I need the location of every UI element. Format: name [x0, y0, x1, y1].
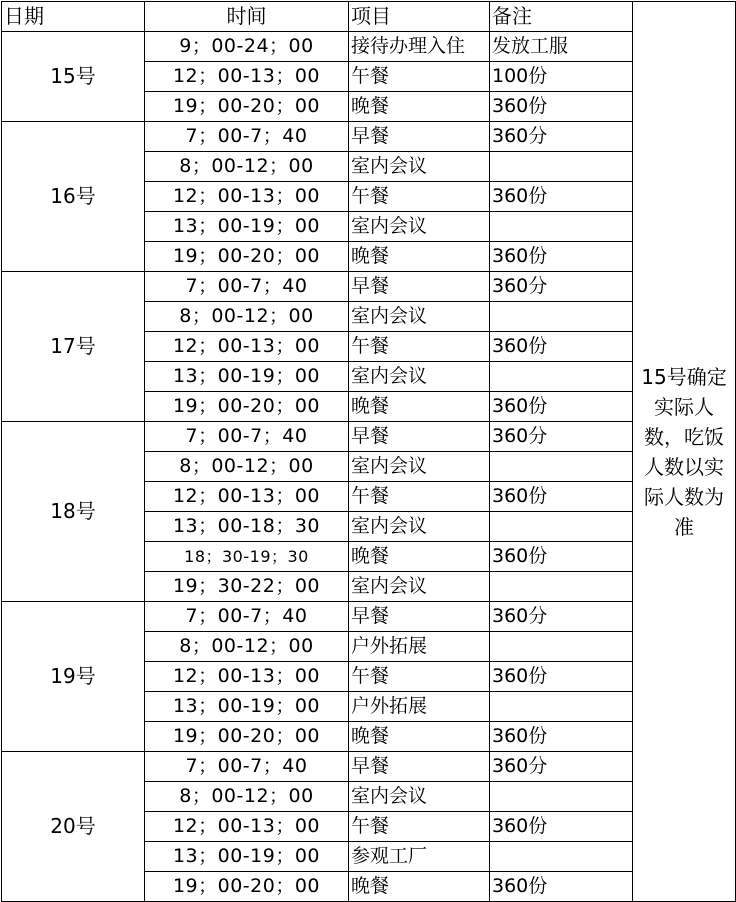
item-cell: 午餐	[349, 812, 490, 842]
header-remark: 备注	[490, 2, 633, 32]
table-row	[2, 422, 736, 452]
remark-cell: 360份	[490, 182, 633, 212]
item-cell: 午餐	[349, 482, 490, 512]
time-cell: 12；00-13；00	[145, 62, 349, 92]
time-cell: 8；00-12；00	[145, 632, 349, 662]
item-cell: 午餐	[349, 332, 490, 362]
remark-cell	[490, 362, 633, 392]
item-cell: 参观工厂	[349, 842, 490, 872]
date-cell: 16号	[2, 122, 145, 272]
item-cell: 室内会议	[349, 152, 490, 182]
table-row	[2, 122, 736, 152]
item-cell: 早餐	[349, 602, 490, 632]
table-row	[2, 32, 736, 62]
item-cell: 晚餐	[349, 392, 490, 422]
item-cell: 室内会议	[349, 782, 490, 812]
side-note: 15号确定实际人数，吃饭人数以实际人数为准	[633, 2, 736, 902]
remark-cell	[490, 782, 633, 812]
time-cell: 8；00-12；00	[145, 302, 349, 332]
item-cell: 室内会议	[349, 452, 490, 482]
time-cell: 19；00-20；00	[145, 92, 349, 122]
remark-cell	[490, 842, 633, 872]
remark-cell: 360分	[490, 272, 633, 302]
date-cell: 17号	[2, 272, 145, 422]
time-cell: 7；00-7；40	[145, 422, 349, 452]
time-cell: 8；00-12；00	[145, 782, 349, 812]
remark-cell	[490, 632, 633, 662]
header-row	[2, 2, 736, 32]
time-cell: 19；00-20；00	[145, 242, 349, 272]
time-cell: 12；00-13；00	[145, 182, 349, 212]
remark-cell	[490, 452, 633, 482]
remark-cell: 360分	[490, 602, 633, 632]
remark-cell	[490, 212, 633, 242]
time-cell: 7；00-7；40	[145, 752, 349, 782]
time-cell: 12；00-13；00	[145, 662, 349, 692]
time-cell: 13；00-18；30	[145, 512, 349, 542]
time-cell: 7；00-7；40	[145, 602, 349, 632]
date-cell: 18号	[2, 422, 145, 602]
remark-cell	[490, 302, 633, 332]
item-cell: 早餐	[349, 122, 490, 152]
item-cell: 早餐	[349, 272, 490, 302]
remark-cell: 360份	[490, 722, 633, 752]
time-cell: 13；00-19；00	[145, 842, 349, 872]
time-cell: 7；00-7；40	[145, 272, 349, 302]
item-cell: 室内会议	[349, 512, 490, 542]
remark-cell	[490, 512, 633, 542]
item-cell: 早餐	[349, 752, 490, 782]
item-cell: 晚餐	[349, 92, 490, 122]
item-cell: 室内会议	[349, 572, 490, 602]
time-cell: 8；00-12；00	[145, 152, 349, 182]
item-cell: 接待办理入住	[349, 32, 490, 62]
remark-cell: 360份	[490, 872, 633, 902]
date-cell: 20号	[2, 752, 145, 902]
item-cell: 晚餐	[349, 872, 490, 902]
remark-cell: 360份	[490, 662, 633, 692]
remark-cell: 360分	[490, 422, 633, 452]
time-cell: 19；00-20；00	[145, 392, 349, 422]
time-cell: 12；00-13；00	[145, 482, 349, 512]
item-cell: 早餐	[349, 422, 490, 452]
remark-cell	[490, 152, 633, 182]
item-cell: 户外拓展	[349, 692, 490, 722]
remark-cell: 360份	[490, 482, 633, 512]
remark-cell: 360分	[490, 752, 633, 782]
item-cell: 晚餐	[349, 542, 490, 572]
remark-cell: 360分	[490, 122, 633, 152]
time-cell: 12；00-13；00	[145, 332, 349, 362]
time-cell: 7；00-7；40	[145, 122, 349, 152]
header-date: 日期	[2, 2, 145, 32]
schedule-body	[2, 2, 736, 902]
header-item: 项目	[349, 2, 490, 32]
remark-cell: 360份	[490, 542, 633, 572]
item-cell: 晚餐	[349, 242, 490, 272]
remark-cell: 360份	[490, 812, 633, 842]
remark-cell	[490, 692, 633, 722]
item-cell: 午餐	[349, 62, 490, 92]
table-row	[2, 602, 736, 632]
table-row	[2, 272, 736, 302]
remark-cell: 360份	[490, 242, 633, 272]
time-cell: 9；00-24；00	[145, 32, 349, 62]
remark-cell	[490, 572, 633, 602]
remark-cell: 360份	[490, 332, 633, 362]
time-cell: 13；00-19；00	[145, 212, 349, 242]
schedule-table	[1, 1, 736, 902]
time-cell: 19；00-20；00	[145, 872, 349, 902]
time-cell: 12；00-13；00	[145, 812, 349, 842]
time-cell: 13；00-19；00	[145, 362, 349, 392]
remark-cell: 360份	[490, 92, 633, 122]
remark-cell: 100份	[490, 62, 633, 92]
item-cell: 午餐	[349, 182, 490, 212]
time-cell: 19；00-20；00	[145, 722, 349, 752]
time-cell: 19；30-22；00	[145, 572, 349, 602]
header-time: 时间	[145, 2, 349, 32]
table-row	[2, 752, 736, 782]
time-cell: 18；30-19；30	[145, 542, 349, 572]
date-cell: 19号	[2, 602, 145, 752]
item-cell: 晚餐	[349, 722, 490, 752]
item-cell: 室内会议	[349, 302, 490, 332]
remark-cell: 360份	[490, 392, 633, 422]
remark-cell: 发放工服	[490, 32, 633, 62]
time-cell: 8；00-12；00	[145, 452, 349, 482]
item-cell: 室内会议	[349, 362, 490, 392]
time-cell: 13；00-19；00	[145, 692, 349, 722]
date-cell: 15号	[2, 32, 145, 122]
item-cell: 户外拓展	[349, 632, 490, 662]
item-cell: 午餐	[349, 662, 490, 692]
item-cell: 室内会议	[349, 212, 490, 242]
